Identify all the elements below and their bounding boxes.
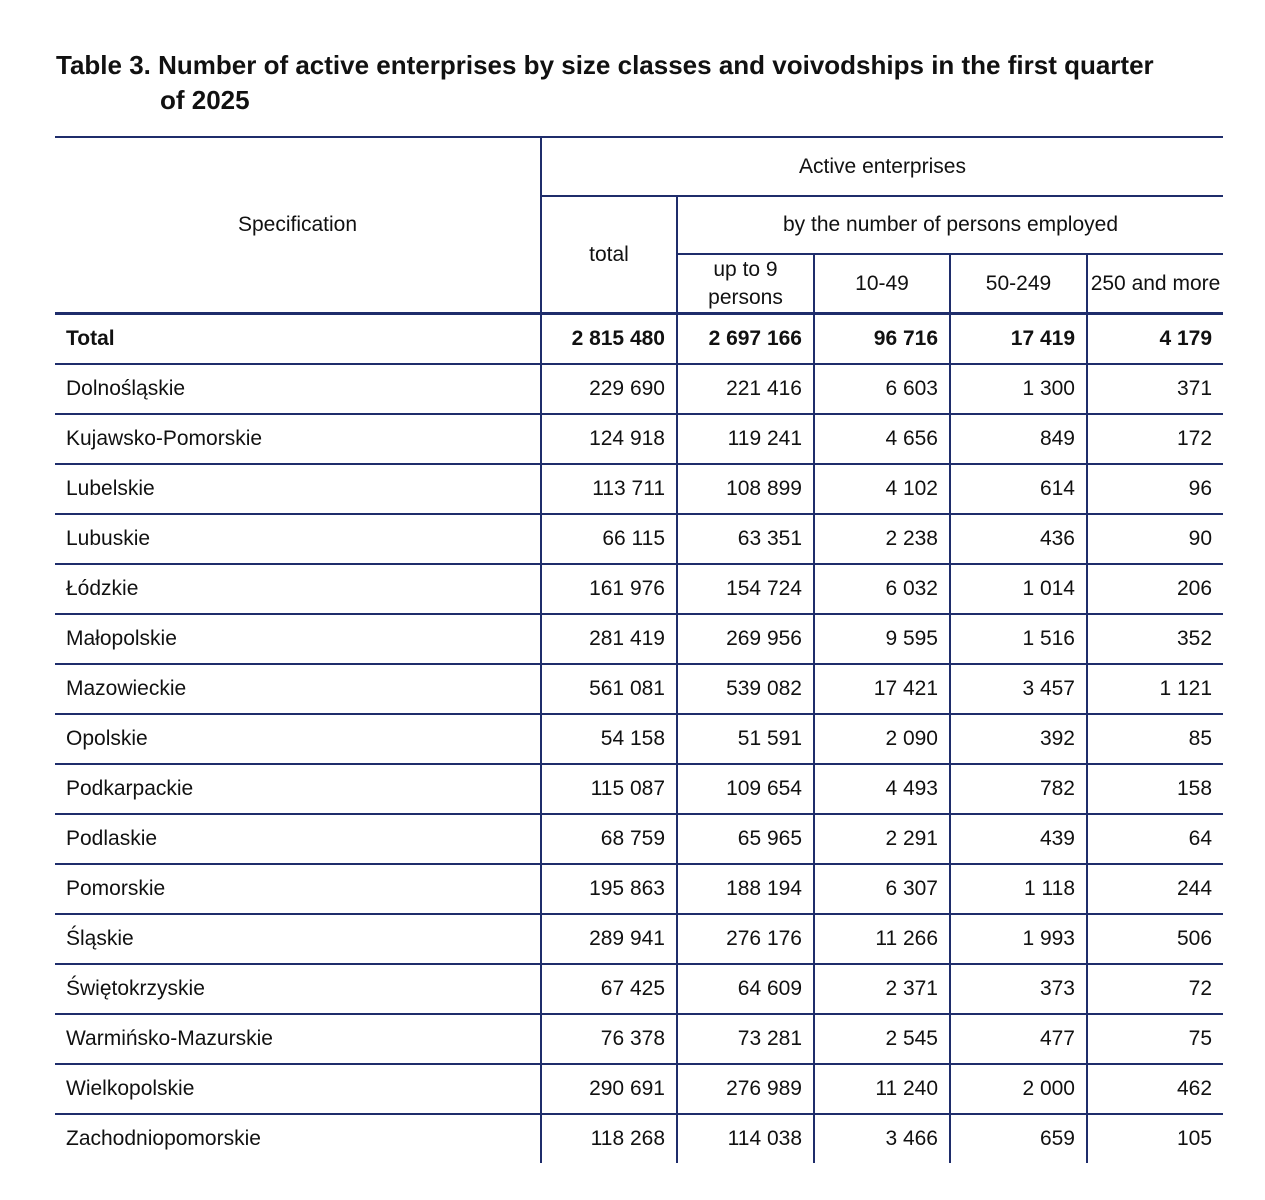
cell-total: 195 863 xyxy=(541,864,677,914)
cell-250-and-more: 158 xyxy=(1087,764,1223,814)
cell-250-and-more: 506 xyxy=(1087,914,1223,964)
cell-250-and-more: 462 xyxy=(1087,1064,1223,1114)
cell-10-49: 6 307 xyxy=(814,864,950,914)
enterprises-table xyxy=(55,136,1223,1163)
cell-up-to-9: 73 281 xyxy=(677,1014,814,1064)
cell-up-to-9: 221 416 xyxy=(677,364,814,414)
cell-up-to-9: 64 609 xyxy=(677,964,814,1014)
size-class-header-up-to-9: up to 9 persons xyxy=(677,254,814,314)
table-row xyxy=(55,414,1223,464)
row-specification: Łódzkie xyxy=(55,564,541,614)
row-specification: Podlaskie xyxy=(55,814,541,864)
cell-250-and-more: 352 xyxy=(1087,614,1223,664)
cell-total: 124 918 xyxy=(541,414,677,464)
table-row xyxy=(55,964,1223,1014)
cell-10-49: 6 603 xyxy=(814,364,950,414)
cell-up-to-9: 109 654 xyxy=(677,764,814,814)
cell-50-249: 659 xyxy=(950,1114,1087,1163)
cell-250-and-more: 4 179 xyxy=(1087,314,1223,365)
cell-50-249: 1 118 xyxy=(950,864,1087,914)
cell-250-and-more: 1 121 xyxy=(1087,664,1223,714)
cell-10-49: 2 291 xyxy=(814,814,950,864)
row-specification: Wielkopolskie xyxy=(55,1064,541,1114)
cell-250-and-more: 75 xyxy=(1087,1014,1223,1064)
cell-total: 68 759 xyxy=(541,814,677,864)
cell-up-to-9: 108 899 xyxy=(677,464,814,514)
row-specification: Małopolskie xyxy=(55,614,541,664)
cell-50-249: 436 xyxy=(950,514,1087,564)
cell-total: 118 268 xyxy=(541,1114,677,1163)
specification-header: Specification xyxy=(55,137,541,314)
table-row xyxy=(55,1014,1223,1064)
table-title-line-1: Table 3. Number of active enterprises by size classes and voivodships in the first quarter xyxy=(56,50,1154,80)
cell-10-49: 4 493 xyxy=(814,764,950,814)
cell-total: 229 690 xyxy=(541,364,677,414)
cell-250-and-more: 85 xyxy=(1087,714,1223,764)
cell-10-49: 96 716 xyxy=(814,314,950,365)
cell-50-249: 373 xyxy=(950,964,1087,1014)
cell-up-to-9: 276 176 xyxy=(677,914,814,964)
table-body xyxy=(55,314,1223,1164)
table-row xyxy=(55,864,1223,914)
cell-50-249: 439 xyxy=(950,814,1087,864)
total-column-header: total xyxy=(541,196,677,314)
cell-total: 289 941 xyxy=(541,914,677,964)
cell-50-249: 3 457 xyxy=(950,664,1087,714)
cell-10-49: 4 102 xyxy=(814,464,950,514)
cell-50-249: 1 516 xyxy=(950,614,1087,664)
table-row xyxy=(55,714,1223,764)
cell-up-to-9: 276 989 xyxy=(677,1064,814,1114)
cell-total: 54 158 xyxy=(541,714,677,764)
cell-10-49: 3 466 xyxy=(814,1114,950,1163)
cell-250-and-more: 105 xyxy=(1176,1127,1213,1150)
table-row xyxy=(55,914,1223,964)
row-specification: Śląskie xyxy=(55,914,541,964)
row-specification: Dolnośląskie xyxy=(55,364,541,414)
row-specification: Lubuskie xyxy=(55,514,541,564)
table-header xyxy=(55,137,1223,314)
cell-50-249: 17 419 xyxy=(950,314,1087,365)
cell-10-49: 4 656 xyxy=(814,414,950,464)
table-row xyxy=(55,614,1223,664)
table-row xyxy=(55,664,1223,714)
cell-total: 281 419 xyxy=(541,614,677,664)
cell-up-to-9: 269 956 xyxy=(677,614,814,664)
cell-50-249: 2 000 xyxy=(950,1064,1087,1114)
cell-up-to-9: 63 351 xyxy=(677,514,814,564)
cell-10-49: 9 595 xyxy=(814,614,950,664)
cell-total: 561 081 xyxy=(541,664,677,714)
cell-total: 76 378 xyxy=(541,1014,677,1064)
cell-total: 161 976 xyxy=(541,564,677,614)
row-specification: Lubelskie xyxy=(55,464,541,514)
active-enterprises-header: Active enterprises xyxy=(541,137,1223,196)
row-specification: Świętokrzyskie xyxy=(55,964,541,1014)
cell-50-249: 782 xyxy=(950,764,1087,814)
cell-10-49: 17 421 xyxy=(814,664,950,714)
cell-250-and-more: 72 xyxy=(1087,964,1223,1014)
cell-up-to-9: 188 194 xyxy=(677,864,814,914)
cell-up-to-9: 154 724 xyxy=(677,564,814,614)
table-row xyxy=(55,764,1223,814)
cell-10-49: 11 266 xyxy=(814,914,950,964)
cell-50-249: 477 xyxy=(950,1014,1087,1064)
table-row xyxy=(55,514,1223,564)
cell-total: 66 115 xyxy=(541,514,677,564)
cell-10-49: 2 545 xyxy=(814,1014,950,1064)
row-specification: Total xyxy=(55,314,541,365)
table-row xyxy=(55,1064,1223,1114)
table-title-line-2: of 2025 xyxy=(160,85,250,115)
cell-250-and-more: 64 xyxy=(1087,814,1223,864)
row-specification: Warmińsko-Mazurskie xyxy=(55,1014,541,1064)
cell-up-to-9: 2 697 166 xyxy=(677,314,814,365)
row-specification: Podkarpackie xyxy=(55,764,541,814)
cell-10-49: 2 371 xyxy=(814,964,950,1014)
cell-50-249: 1 014 xyxy=(950,564,1087,614)
row-specification: Mazowieckie xyxy=(55,664,541,714)
cell-250-and-more: 90 xyxy=(1087,514,1223,564)
total-row xyxy=(55,314,1223,365)
cell-up-to-9: 51 591 xyxy=(677,714,814,764)
size-class-header-250-and-more: 250 and more xyxy=(1087,254,1223,314)
by-persons-employed-header: by the number of persons employed xyxy=(677,196,1223,254)
table-row xyxy=(55,464,1223,514)
cell-up-to-9: 114 038 xyxy=(677,1114,814,1163)
cell-250-and-more: 206 xyxy=(1087,564,1223,614)
table-row xyxy=(55,814,1223,864)
row-specification: Pomorskie xyxy=(55,864,541,914)
row-specification: Kujawsko-Pomorskie xyxy=(55,414,541,464)
table-row xyxy=(55,1114,1223,1163)
cell-10-49: 2 238 xyxy=(814,514,950,564)
cell-250-and-more: 371 xyxy=(1087,364,1223,414)
table-title xyxy=(56,48,1216,118)
cell-10-49: 6 032 xyxy=(814,564,950,614)
cell-50-249: 392 xyxy=(950,714,1087,764)
row-specification: Zachodniopomorskie xyxy=(55,1114,541,1163)
cell-total: 115 087 xyxy=(541,764,677,814)
table-row xyxy=(55,564,1223,614)
cell-250-and-more: 244 xyxy=(1087,864,1223,914)
cell-50-249: 614 xyxy=(950,464,1087,514)
cell-total: 113 711 xyxy=(541,464,677,514)
cell-50-249: 1 300 xyxy=(950,364,1087,414)
cell-250-and-more: 172 xyxy=(1087,414,1223,464)
size-class-header-50-249: 50-249 xyxy=(950,254,1087,314)
cell-10-49: 11 240 xyxy=(814,1064,950,1114)
cell-50-249: 849 xyxy=(950,414,1087,464)
table-row xyxy=(55,364,1223,414)
cell-total: 2 815 480 xyxy=(541,314,677,365)
cell-total: 290 691 xyxy=(541,1064,677,1114)
cell-up-to-9: 65 965 xyxy=(677,814,814,864)
row-specification: Opolskie xyxy=(55,714,541,764)
cell-total: 67 425 xyxy=(541,964,677,1014)
cell-10-49: 2 090 xyxy=(814,714,950,764)
cell-50-249: 1 993 xyxy=(950,914,1087,964)
size-class-header-10-49: 10-49 xyxy=(814,254,950,314)
cell-up-to-9: 539 082 xyxy=(677,664,814,714)
cell-up-to-9: 119 241 xyxy=(677,414,814,464)
cell-250-and-more: 96 xyxy=(1087,464,1223,514)
